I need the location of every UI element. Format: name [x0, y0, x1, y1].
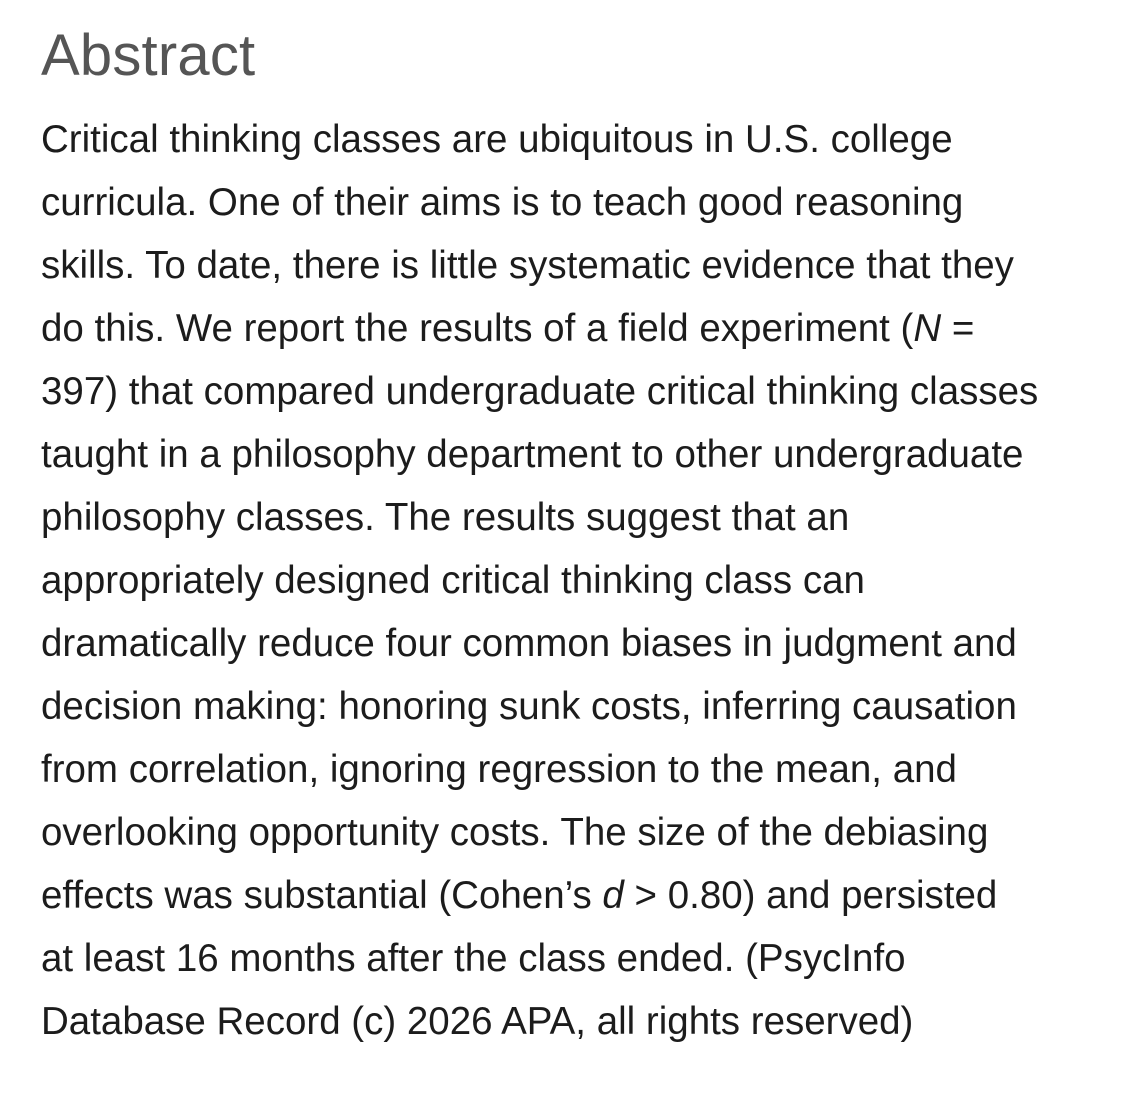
abstract-line: appropriately designed critical thinking class can: [41, 559, 865, 602]
abstract-line: effects was substantial (Cohen’s d > 0.80) and persisted: [41, 874, 998, 917]
italic-symbol: d: [602, 874, 624, 917]
abstract-line: dramatically reduce four common biases in judgment and: [41, 622, 1017, 665]
italic-symbol: N: [913, 307, 942, 350]
abstract-line: taught in a philosophy department to other undergraduate: [41, 433, 1024, 476]
abstract-line: 397) that compared undergraduate critical thinking classes: [41, 370, 1039, 413]
abstract-body: [41, 108, 1141, 1053]
abstract-line: Critical thinking classes are ubiquitous in U.S. college: [41, 118, 953, 161]
abstract-line: curricula. One of their aims is to teach good reasoning: [41, 181, 964, 224]
abstract-heading: Abstract: [41, 23, 256, 88]
abstract-line: decision making: honoring sunk costs, inferring causation: [41, 685, 1017, 728]
abstract-line: overlooking opportunity costs. The size of the debiasing: [41, 811, 989, 854]
abstract-line: at least 16 months after the class ended. (PsycInfo: [41, 937, 906, 980]
abstract-line: philosophy classes. The results suggest that an: [41, 496, 850, 539]
abstract-line: Database Record (c) 2026 APA, all rights reserved): [41, 1000, 914, 1043]
abstract-line: from correlation, ignoring regression to the mean, and: [41, 748, 957, 791]
abstract-line: skills. To date, there is little systematic evidence that they: [41, 244, 1014, 287]
abstract-section: [41, 18, 1141, 1053]
abstract-line: do this. We report the results of a field experiment (N =: [41, 307, 975, 350]
